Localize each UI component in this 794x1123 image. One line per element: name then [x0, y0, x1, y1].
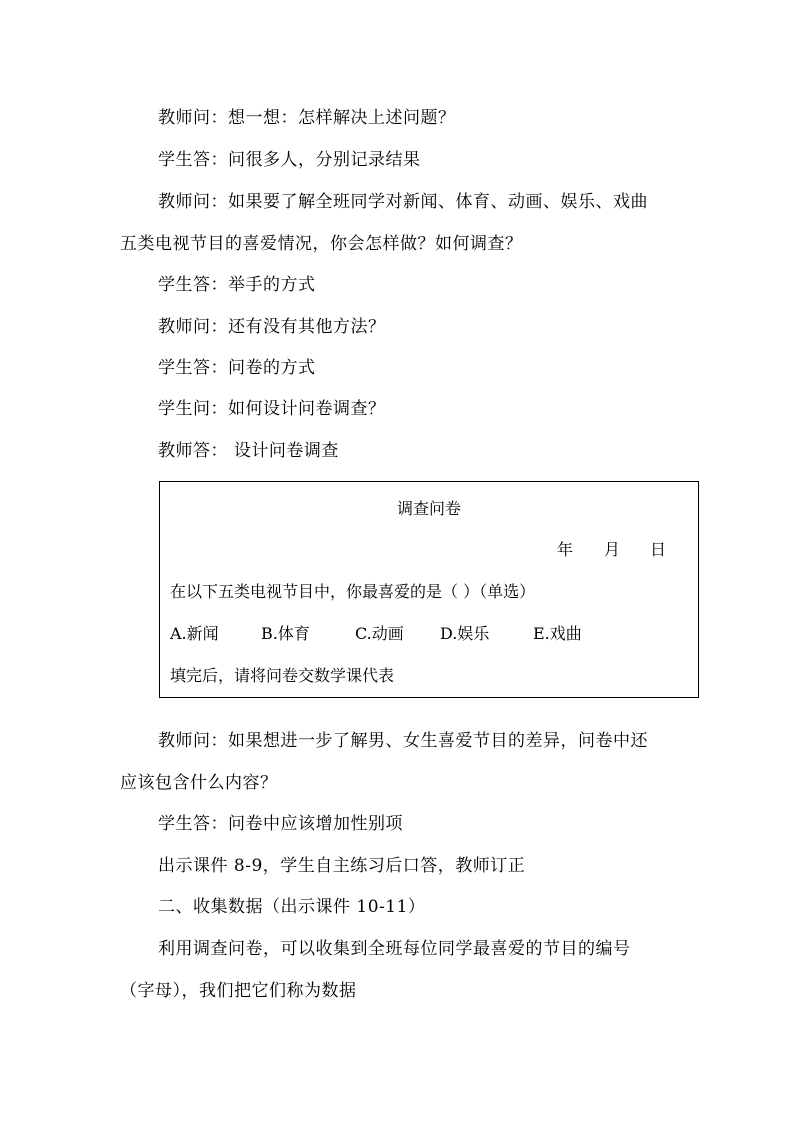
teacher-question-2-line-2: 五类电视节目的喜爱情况，你会怎样做？如何调查？	[120, 234, 523, 254]
courseware-note: 出示课件 8-9，学生自主练习后口答，教师订正	[158, 856, 526, 876]
student-answer-4: 学生答：问卷中应该增加性别项	[158, 814, 403, 834]
teacher-question-1: 教师问：想一想：怎样解决上述问题？	[158, 108, 456, 128]
student-answer-2: 学生答：举手的方式	[158, 275, 316, 295]
survey-option-d: D.娱乐	[440, 624, 490, 643]
section-heading-collect-data: 二、收集数据（出示课件 10-11）	[158, 897, 426, 917]
teacher-question-3: 教师问：还有没有其他方法？	[158, 317, 386, 337]
student-question-1: 学生问：如何设计问卷调查？	[158, 399, 386, 419]
survey-option-e: E.戏曲	[533, 624, 582, 643]
survey-title: 调查问卷	[396, 499, 461, 518]
survey-option-b: B.体育	[261, 624, 310, 643]
teacher-question-2-line-1: 教师问：如果要了解全班同学对新闻、体育、动画、娱乐、戏曲	[158, 192, 648, 212]
data-explanation-line-1: 利用调查问卷，可以收集到全班每位同学最喜爱的节目的编号	[158, 939, 631, 959]
survey-date-day: 日	[650, 540, 667, 559]
survey-note: 填完后，请将问卷交数学课代表	[170, 666, 395, 685]
teacher-question-4-line-2: 应该包含什么内容？	[120, 773, 278, 793]
teacher-answer-1: 教师答： 设计问卷调查	[158, 441, 339, 461]
survey-date-month: 月	[604, 540, 621, 559]
survey-date-year: 年	[557, 540, 574, 559]
survey-box	[159, 481, 699, 698]
student-answer-3: 学生答：问卷的方式	[158, 358, 316, 378]
data-explanation-line-2: （字母），我们把它们称为数据	[120, 981, 357, 1001]
survey-question: 在以下五类电视节目中，你最喜爱的是（ ）（单选）	[170, 582, 536, 601]
survey-option-a: A.新闻	[170, 624, 219, 643]
student-answer-1: 学生答：问很多人，分别记录结果	[158, 150, 421, 170]
survey-option-c: C.动画	[355, 624, 404, 643]
teacher-question-4-line-1: 教师问：如果想进一步了解男、女生喜爱节目的差异，问卷中还	[158, 731, 648, 751]
